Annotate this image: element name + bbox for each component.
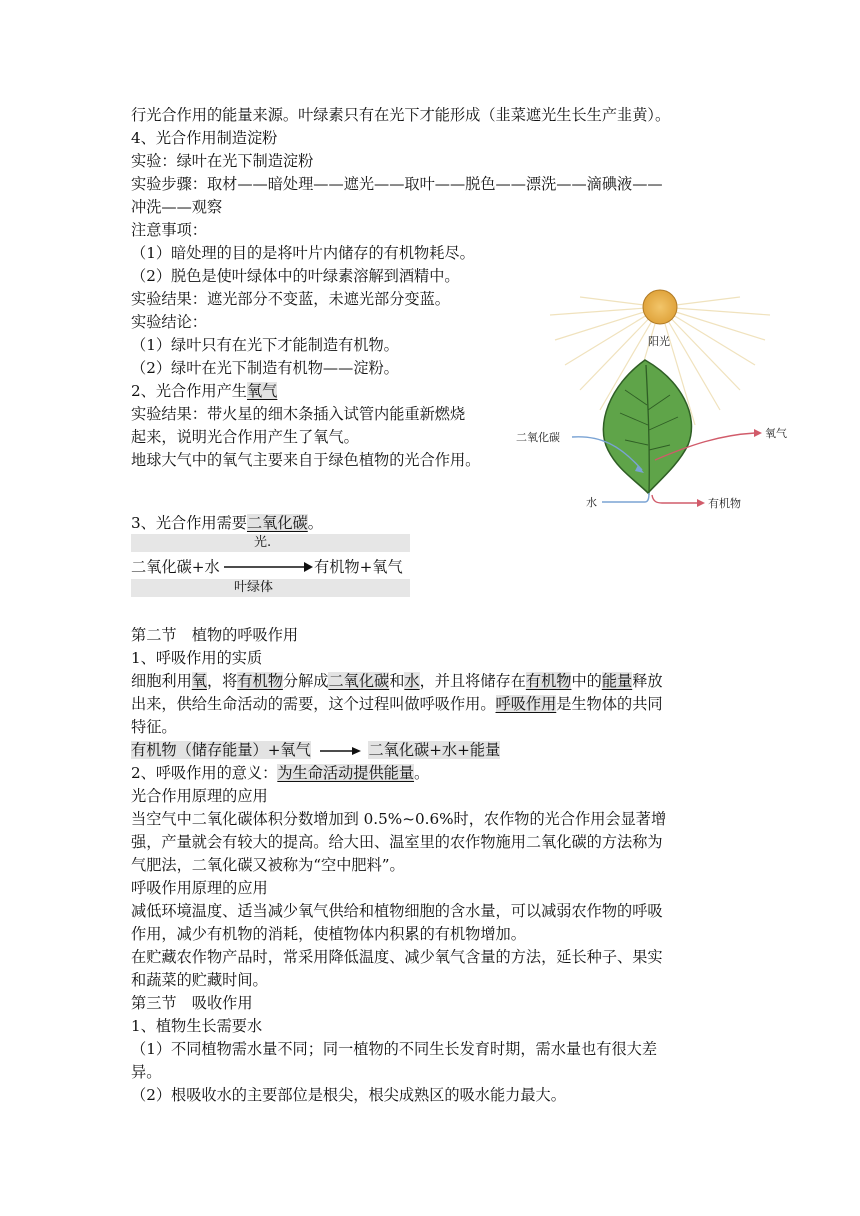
text-span: 释放: [632, 672, 663, 690]
text-line: （2）根吸收水的主要部位是根尖，根尖成熟区的吸水能力最大。: [131, 1086, 566, 1104]
text-span: 2、呼吸作用的意义：: [131, 764, 278, 782]
text-line: （2）脱色是使叶绿体中的叶绿素溶解到酒精中。: [131, 267, 460, 285]
co2-label: 二氧化碳: [516, 431, 560, 444]
text-line: 强，产量就会有较大的提高。给大田、温室里的农作物施用二氧化碳的方法称为: [131, 833, 663, 851]
text-line: （1）绿叶只有在光下才能制造有机物。: [131, 336, 399, 354]
text-line: 实验：绿叶在光下制造淀粉: [131, 152, 314, 170]
text-line: （1）暗处理的目的是将叶片内储存的有机物耗尽。: [131, 244, 475, 262]
respiration-equation: [131, 739, 500, 761]
equation-left: 二氧化碳+水: [131, 558, 220, 576]
equation-right: 二氧化碳+水+能量: [368, 741, 501, 759]
photosynthesis-diagram: [510, 285, 810, 515]
heading-starch: 4、光合作用制造淀粉: [131, 129, 278, 147]
heading-photosynthesis-application: 光合作用原理的应用: [131, 787, 268, 805]
text-span: 细胞利用: [131, 672, 192, 690]
text-span: 是生物体的共同: [556, 695, 663, 713]
text-line: （1）不同植物需水量不同；同一植物的不同生长发育时期，需水量也有很大差: [131, 1040, 658, 1058]
text-span: ，将: [206, 672, 238, 690]
text-line: 减低环境温度、适当减少氧气供给和植物细胞的含水量，可以减弱农作物的呼吸: [131, 902, 663, 920]
text-line: 实验结论：: [131, 313, 207, 331]
heading-respiration-meaning: [131, 762, 429, 784]
keyword-co2: 二氧化碳: [246, 514, 308, 532]
keyword: 能量: [601, 672, 633, 690]
text-line: 注意事项：: [131, 221, 207, 239]
section-title-respiration: 第二节 植物的呼吸作用: [131, 626, 299, 644]
equation-arrow: [318, 745, 362, 757]
section-title-absorption: 第三节 吸收作用: [131, 994, 253, 1012]
respiration-paragraph-line1: [131, 670, 663, 692]
keyword: 水: [404, 672, 420, 690]
text-span: 。: [307, 514, 323, 532]
text-line: 实验结果：带火星的细木条插入试管内能重新燃烧: [131, 405, 466, 423]
oxygen-label: 氧气: [765, 427, 787, 440]
text-line: （2）绿叶在光下制造有机物——淀粉。: [131, 359, 399, 377]
water-arrow: [602, 493, 649, 502]
text-line: 实验步骤：取材——暗处理——遮光——取叶——脱色——漂洗——滴碘液——: [131, 175, 663, 193]
heading-oxygen: [131, 380, 277, 402]
text-span: 2、光合作用产生: [131, 382, 247, 400]
keyword: 为生命活动提供能量: [277, 764, 415, 782]
keyword: 有机物: [237, 672, 283, 690]
text-line: 冲洗——观察: [131, 198, 223, 216]
text-span: 分解成: [282, 672, 329, 690]
text-line: 作用，减少有机物的消耗，使植物体内积累的有机物增加。: [131, 925, 526, 943]
leaf-icon: [603, 360, 691, 493]
respiration-paragraph-line3: 特征。: [131, 718, 177, 736]
heading-water-need: 1、植物生长需要水: [131, 1017, 263, 1035]
text-line: 异。: [131, 1063, 162, 1081]
organic-arrow: [652, 495, 698, 503]
respiration-paragraph-line2: [131, 693, 663, 715]
keyword: 呼吸作用: [495, 695, 557, 713]
heading-respiration-essence: 1、呼吸作用的实质: [131, 649, 263, 667]
equation-left: 有机物（储存能量）+氧气: [131, 741, 311, 759]
text-span: 出来，供给生命活动的需要，这个过程叫做呼吸作用。: [131, 695, 496, 713]
keyword: 氧: [191, 672, 207, 690]
text-span: ，并且将储存在: [419, 672, 526, 690]
sun-icon: [643, 290, 677, 324]
text-line: 起来，说明光合作用产生了氧气。: [131, 428, 359, 446]
equation-condition-light: 光.: [254, 535, 272, 550]
text-span: 和: [389, 672, 405, 690]
text-span: 中的: [571, 672, 602, 690]
heading-respiration-application: 呼吸作用原理的应用: [131, 879, 268, 897]
equation-condition-chloroplast: 叶绿体: [234, 580, 274, 595]
keyword-oxygen: 氧气: [246, 382, 278, 400]
keyword: 有机物: [525, 672, 572, 690]
text-line: 气肥法，二氧化碳又被称为“空中肥料”。: [131, 856, 405, 874]
text-line: 实验结果：遮光部分不变蓝，未遮光部分变蓝。: [131, 290, 450, 308]
organic-label: 有机物: [708, 497, 741, 510]
text-line: 在贮藏农作物产品时，常采用降低温度、减少氧气含量的方法，延长种子、果实: [131, 948, 663, 966]
text-line: 和蔬菜的贮藏时间。: [131, 971, 268, 989]
text-line: 地球大气中的氧气主要来自于绿色植物的光合作用。: [131, 451, 481, 469]
equation-right: 有机物+氧气: [314, 558, 403, 576]
text-span: 。: [414, 764, 430, 782]
keyword: 二氧化碳: [328, 672, 390, 690]
text-line: 行光合作用的能量来源。叶绿素只有在光下才能形成（韭菜遮光生长生产韭黄）。: [131, 106, 671, 124]
equation-arrow: [222, 558, 314, 576]
text-span: 3、光合作用需要: [131, 514, 247, 532]
text-line: 当空气中二氧化碳体积分数增加到 0.5%~0.6%时，农作物的光合作用会显著增: [131, 810, 667, 828]
water-label: 水: [586, 496, 597, 509]
sun-label: 阳光: [648, 335, 670, 348]
heading-co2: [131, 512, 323, 534]
